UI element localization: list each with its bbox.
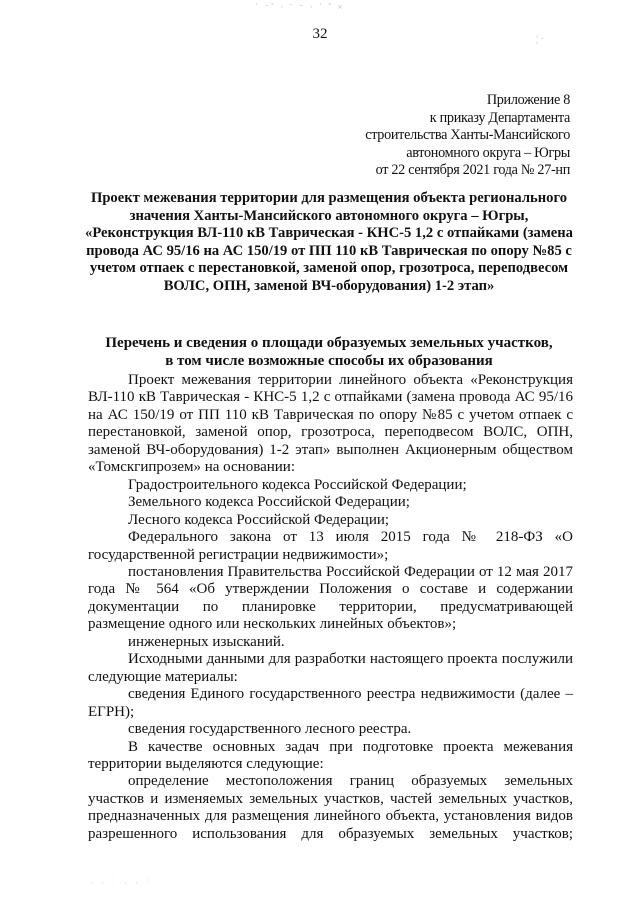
paragraph: Исходными данными для разработки настоящего проекта послужили следующие материалы: (88, 651, 573, 685)
section-heading-line: в том числе возможные способы их образования (165, 352, 493, 369)
attachment-line: строительства Ханты-Мансийского (365, 127, 570, 144)
paragraph: инженерных изысканий. (128, 633, 285, 650)
section-heading-line: Перечень и сведения о площади образуемых земельных участков, (105, 335, 553, 351)
attachment-line: к приказу Департамента (429, 109, 570, 126)
page-number: 32 (312, 26, 328, 42)
document-title: Проект межевания территории для размещения объекта регионального значения Ханты-Мансийского автономного округа – Югры, «Реконструкция ВЛ-110 кВ Таврическая - КНС-5 1,2 с отпайками (замена провода АС 95/16 на АС 150/19 от ПП 110 кВ Таврическая по опору №85 с учетом отпаек с перестановкой, заменой опор, грозотроса, переподвесом ВОЛС, ОПН, заменой ВЧ-оборудования) 1-2 этап» (85, 190, 573, 294)
paragraph: сведения Единого государственного реестра недвижимости (далее – ЕГРН); (88, 686, 573, 720)
attachment-line: Приложение 8 (486, 92, 570, 108)
attachment-line: от 22 сентября 2021 года № 27-нп (375, 162, 570, 179)
paragraph: Земельного кодекса Российской Федерации; (128, 494, 410, 511)
scan-artifact: ˙ ⁻˜ · ¨ ⁻ · ˙ ˜ × (255, 2, 345, 12)
paragraph: Градостроительного кодекса Российской Федерации; (128, 476, 467, 493)
scan-artifact: ¦ · (536, 34, 544, 45)
paragraph: Лесного кодекса Российской Федерации; (128, 511, 390, 528)
body-text (88, 372, 573, 843)
paragraph: В качестве основных задач при подготовке проекта межевания территории выделяются следующие: (88, 738, 573, 772)
paragraph: постановления Правительства Российской Федерации от 12 мая 2017 года № 564 «Об утверждении Положения о составе и содержании документации по планировке территории, предусматривающей размещение одного или нескольких линейных объектов»; (88, 563, 573, 633)
paragraph: сведения государственного лесного реестра. (128, 721, 412, 738)
attachment-block (365, 92, 570, 180)
attachment-line: автономного округа – Югры (406, 144, 570, 161)
section-heading (78, 335, 580, 370)
paragraph: Проект межевания территории линейного объекта «Реконструкция ВЛ-110 кВ Таврическая - КНС-5 1,2 с отпайками (замена провода АС 95/16 на АС 150/19 от ПП 110 кВ Таврическая по опору №85 с учетом отпаек с перестановкой, заменой опор, грозотроса, переподвесом ВОЛС, ОПН, заменой ВЧ-оборудования) 1-2 этап» выполнен Акционерным обществом «Томскгипрозем» на основании: (88, 372, 573, 476)
paragraph: Федерального закона от 13 июля 2015 года № 218-ФЗ «О государственной регистрации недвижимости»; (88, 529, 573, 563)
paragraph: определение местоположения границ образуемых земельных участков и изменяемых земельных участков, частей земельных участков, предназначенных для размещения линейного объекта, установления видов разрешенного использования для образуемых земельных участков; (88, 773, 573, 842)
scan-artifact: · · ˙ · · ˙ (90, 878, 153, 888)
